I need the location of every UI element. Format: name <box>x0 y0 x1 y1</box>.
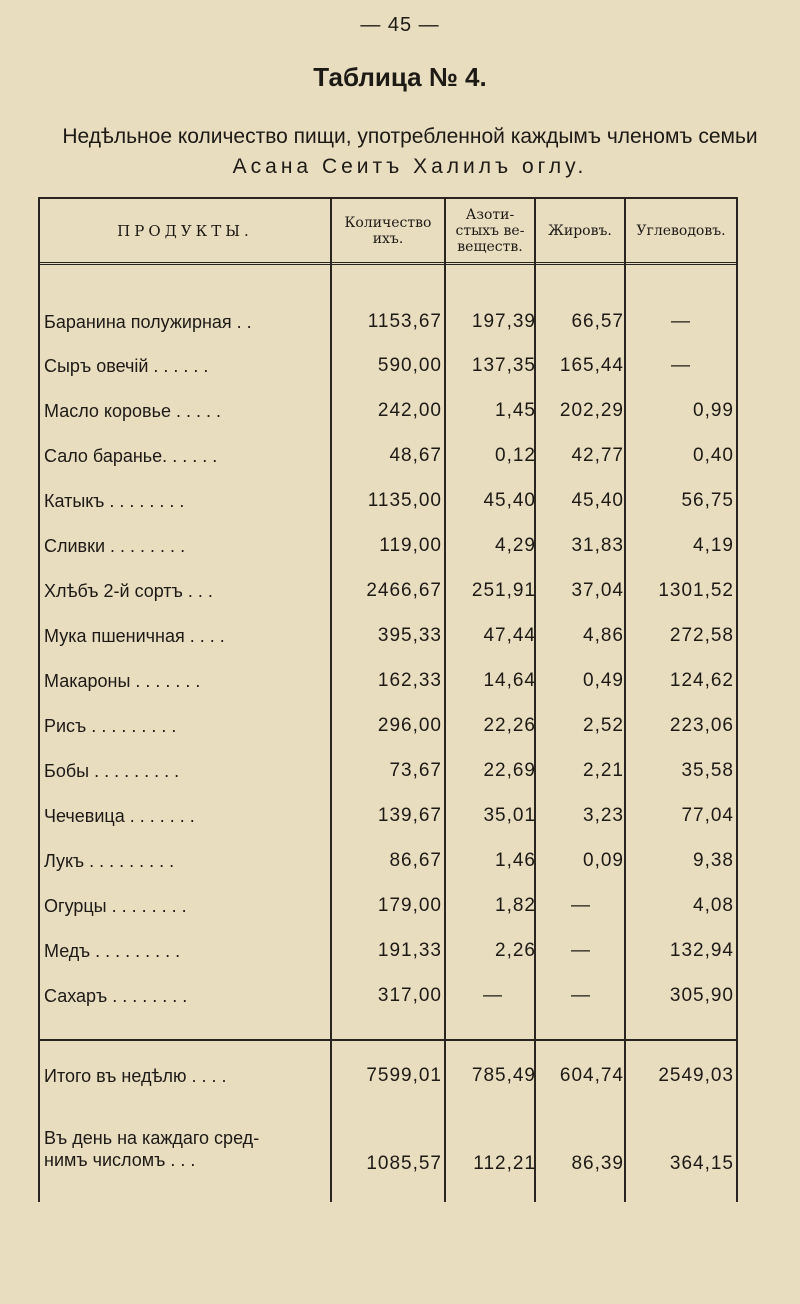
page-number: — 45 — <box>360 14 440 36</box>
daily-average-label: Въ день на каждаго сред-нимъ числомъ . . . <box>44 1128 260 1170</box>
row-quantity: 179,00 <box>377 895 442 916</box>
daily-average-fats: 86,39 <box>571 1153 624 1174</box>
totals-row <box>38 1059 738 1093</box>
row-quantity: 1135,00 <box>367 490 442 511</box>
row-carbs: 0,40 <box>693 445 734 466</box>
row-carbs: — <box>671 355 691 376</box>
row-product: Сыръ овечій . . . . . . <box>44 356 209 376</box>
row-fats: 165,44 <box>559 355 624 376</box>
daily-average-row <box>38 1127 738 1181</box>
row-carbs: 132,94 <box>669 940 734 961</box>
row-fats: 37,04 <box>571 580 624 601</box>
row-product: Масло коровье . . . . . <box>44 401 221 421</box>
row-quantity: 86,67 <box>389 850 442 871</box>
row-product: Мука пшеничная . . . . <box>44 626 225 646</box>
row-product: Хлѣбъ 2-й сортъ . . . <box>44 581 213 601</box>
row-product: Сало баранье. . . . . . <box>44 446 218 466</box>
table-caption <box>40 122 780 182</box>
row-fats: — <box>571 895 591 916</box>
row-nitrogen: 1,82 <box>495 895 536 916</box>
row-fats: 202,29 <box>559 400 624 421</box>
row-product: Лукъ . . . . . . . . . <box>44 851 175 871</box>
row-carbs: 124,62 <box>669 670 734 691</box>
column-rule <box>330 197 332 1202</box>
table-row <box>38 574 738 608</box>
row-carbs: 35,58 <box>681 760 734 781</box>
table-row <box>38 844 738 878</box>
row-carbs: 305,90 <box>669 985 734 1006</box>
row-nitrogen: 197,39 <box>471 311 536 332</box>
table-row <box>38 484 738 518</box>
totals-fats: 604,74 <box>559 1065 624 1086</box>
table-row <box>38 349 738 383</box>
row-nitrogen: 14,64 <box>483 670 536 691</box>
row-nitrogen: 1,46 <box>495 850 536 871</box>
row-nitrogen: 47,44 <box>483 625 536 646</box>
header-carbs: Углеводовъ. <box>636 223 726 239</box>
row-quantity: 2466,67 <box>366 580 442 601</box>
table-row <box>38 619 738 653</box>
row-quantity: 395,33 <box>377 625 442 646</box>
table-row <box>38 529 738 563</box>
row-fats: 66,57 <box>571 311 624 332</box>
row-product: Сливки . . . . . . . . <box>44 536 186 556</box>
table-row <box>38 709 738 743</box>
column-rule <box>444 197 446 1202</box>
column-rule <box>736 197 738 1202</box>
row-quantity: 296,00 <box>377 715 442 736</box>
row-nitrogen: — <box>483 985 503 1006</box>
row-fats: 4,86 <box>583 625 624 646</box>
row-quantity: 73,67 <box>389 760 442 781</box>
table-row <box>38 934 738 968</box>
row-carbs: 4,19 <box>693 535 734 556</box>
table-row <box>38 889 738 923</box>
header-fats: Жировъ. <box>548 223 612 239</box>
row-quantity: 48,67 <box>389 445 442 466</box>
totals-carbs: 2549,03 <box>658 1065 734 1086</box>
caption-line-2: Асана Сеитъ Халилъ оглу. <box>232 155 588 178</box>
row-fats: 31,83 <box>571 535 624 556</box>
daily-average-carbs: 364,15 <box>669 1153 734 1174</box>
row-carbs: 56,75 <box>681 490 734 511</box>
row-product: Сахаръ . . . . . . . . <box>44 986 188 1006</box>
row-product: Макароны . . . . . . . <box>44 671 201 691</box>
row-fats: 45,40 <box>571 490 624 511</box>
column-rule <box>624 197 626 1202</box>
row-carbs: 272,58 <box>669 625 734 646</box>
row-product: Огурцы . . . . . . . . <box>44 896 187 916</box>
row-fats: 42,77 <box>571 445 624 466</box>
row-fats: 0,49 <box>583 670 624 691</box>
row-product: Баранина полужирная . . <box>44 312 252 332</box>
column-rule <box>38 197 40 1202</box>
table-row <box>38 394 738 428</box>
row-nitrogen: 1,45 <box>495 400 536 421</box>
row-carbs: 9,38 <box>693 850 734 871</box>
row-product: Бобы . . . . . . . . . <box>44 761 180 781</box>
row-product: Чечевица . . . . . . . <box>44 806 195 826</box>
row-carbs: 4,08 <box>693 895 734 916</box>
row-fats: 0,09 <box>583 850 624 871</box>
row-nitrogen: 2,26 <box>495 940 536 961</box>
row-product: Катыкъ . . . . . . . . <box>44 491 185 511</box>
row-nitrogen: 251,91 <box>471 580 536 601</box>
row-quantity: 139,67 <box>377 805 442 826</box>
table-title: Таблица № 4. <box>313 62 487 92</box>
row-quantity: 119,00 <box>379 535 442 556</box>
header-products: ПРОДУКТЫ. <box>117 222 253 240</box>
row-quantity: 1153,67 <box>367 311 442 332</box>
table-row <box>38 754 738 788</box>
row-fats: 2,21 <box>583 760 624 781</box>
daily-average-nitrogen: 112,21 <box>473 1153 536 1174</box>
totals-nitrogen: 785,49 <box>471 1065 536 1086</box>
table-row <box>38 439 738 473</box>
table-row <box>38 664 738 698</box>
row-product: Медъ . . . . . . . . . <box>44 941 181 961</box>
row-fats: 3,23 <box>583 805 624 826</box>
table-row <box>38 979 738 1013</box>
row-quantity: 191,33 <box>377 940 442 961</box>
totals-separator <box>38 1039 738 1041</box>
row-nitrogen: 22,69 <box>483 760 536 781</box>
row-carbs: 0,99 <box>693 400 734 421</box>
row-nitrogen: 0,12 <box>495 445 536 466</box>
row-nitrogen: 22,26 <box>483 715 536 736</box>
column-rule <box>534 197 536 1202</box>
row-quantity: 590,00 <box>377 355 442 376</box>
row-quantity: 317,00 <box>377 985 442 1006</box>
row-carbs: 223,06 <box>669 715 734 736</box>
header-quantity: Количество ихъ. <box>344 215 432 247</box>
row-nitrogen: 45,40 <box>483 490 536 511</box>
table-row <box>38 305 738 339</box>
row-carbs: 77,04 <box>681 805 734 826</box>
row-fats: — <box>571 940 591 961</box>
row-fats: — <box>571 985 591 1006</box>
header-nitrogen: Азоти-стыхъ ве-веществ. <box>455 207 525 255</box>
row-quantity: 242,00 <box>377 400 442 421</box>
row-nitrogen: 35,01 <box>483 805 536 826</box>
totals-quantity: 7599,01 <box>366 1065 442 1086</box>
table-row <box>38 799 738 833</box>
row-nitrogen: 4,29 <box>495 535 536 556</box>
nutrition-table <box>38 197 738 1202</box>
row-product: Рисъ . . . . . . . . . <box>44 716 177 736</box>
row-fats: 2,52 <box>583 715 624 736</box>
daily-average-quantity: 1085,57 <box>366 1153 442 1174</box>
row-carbs: 1301,52 <box>658 580 734 601</box>
totals-label: Итого въ недѣлю . . . . <box>44 1066 227 1086</box>
row-carbs: — <box>671 311 691 332</box>
caption-line-1: Недѣльное количество пищи, употребленной каждымъ членомъ семьи <box>62 125 758 148</box>
row-quantity: 162,33 <box>377 670 442 691</box>
row-nitrogen: 137,35 <box>471 355 536 376</box>
